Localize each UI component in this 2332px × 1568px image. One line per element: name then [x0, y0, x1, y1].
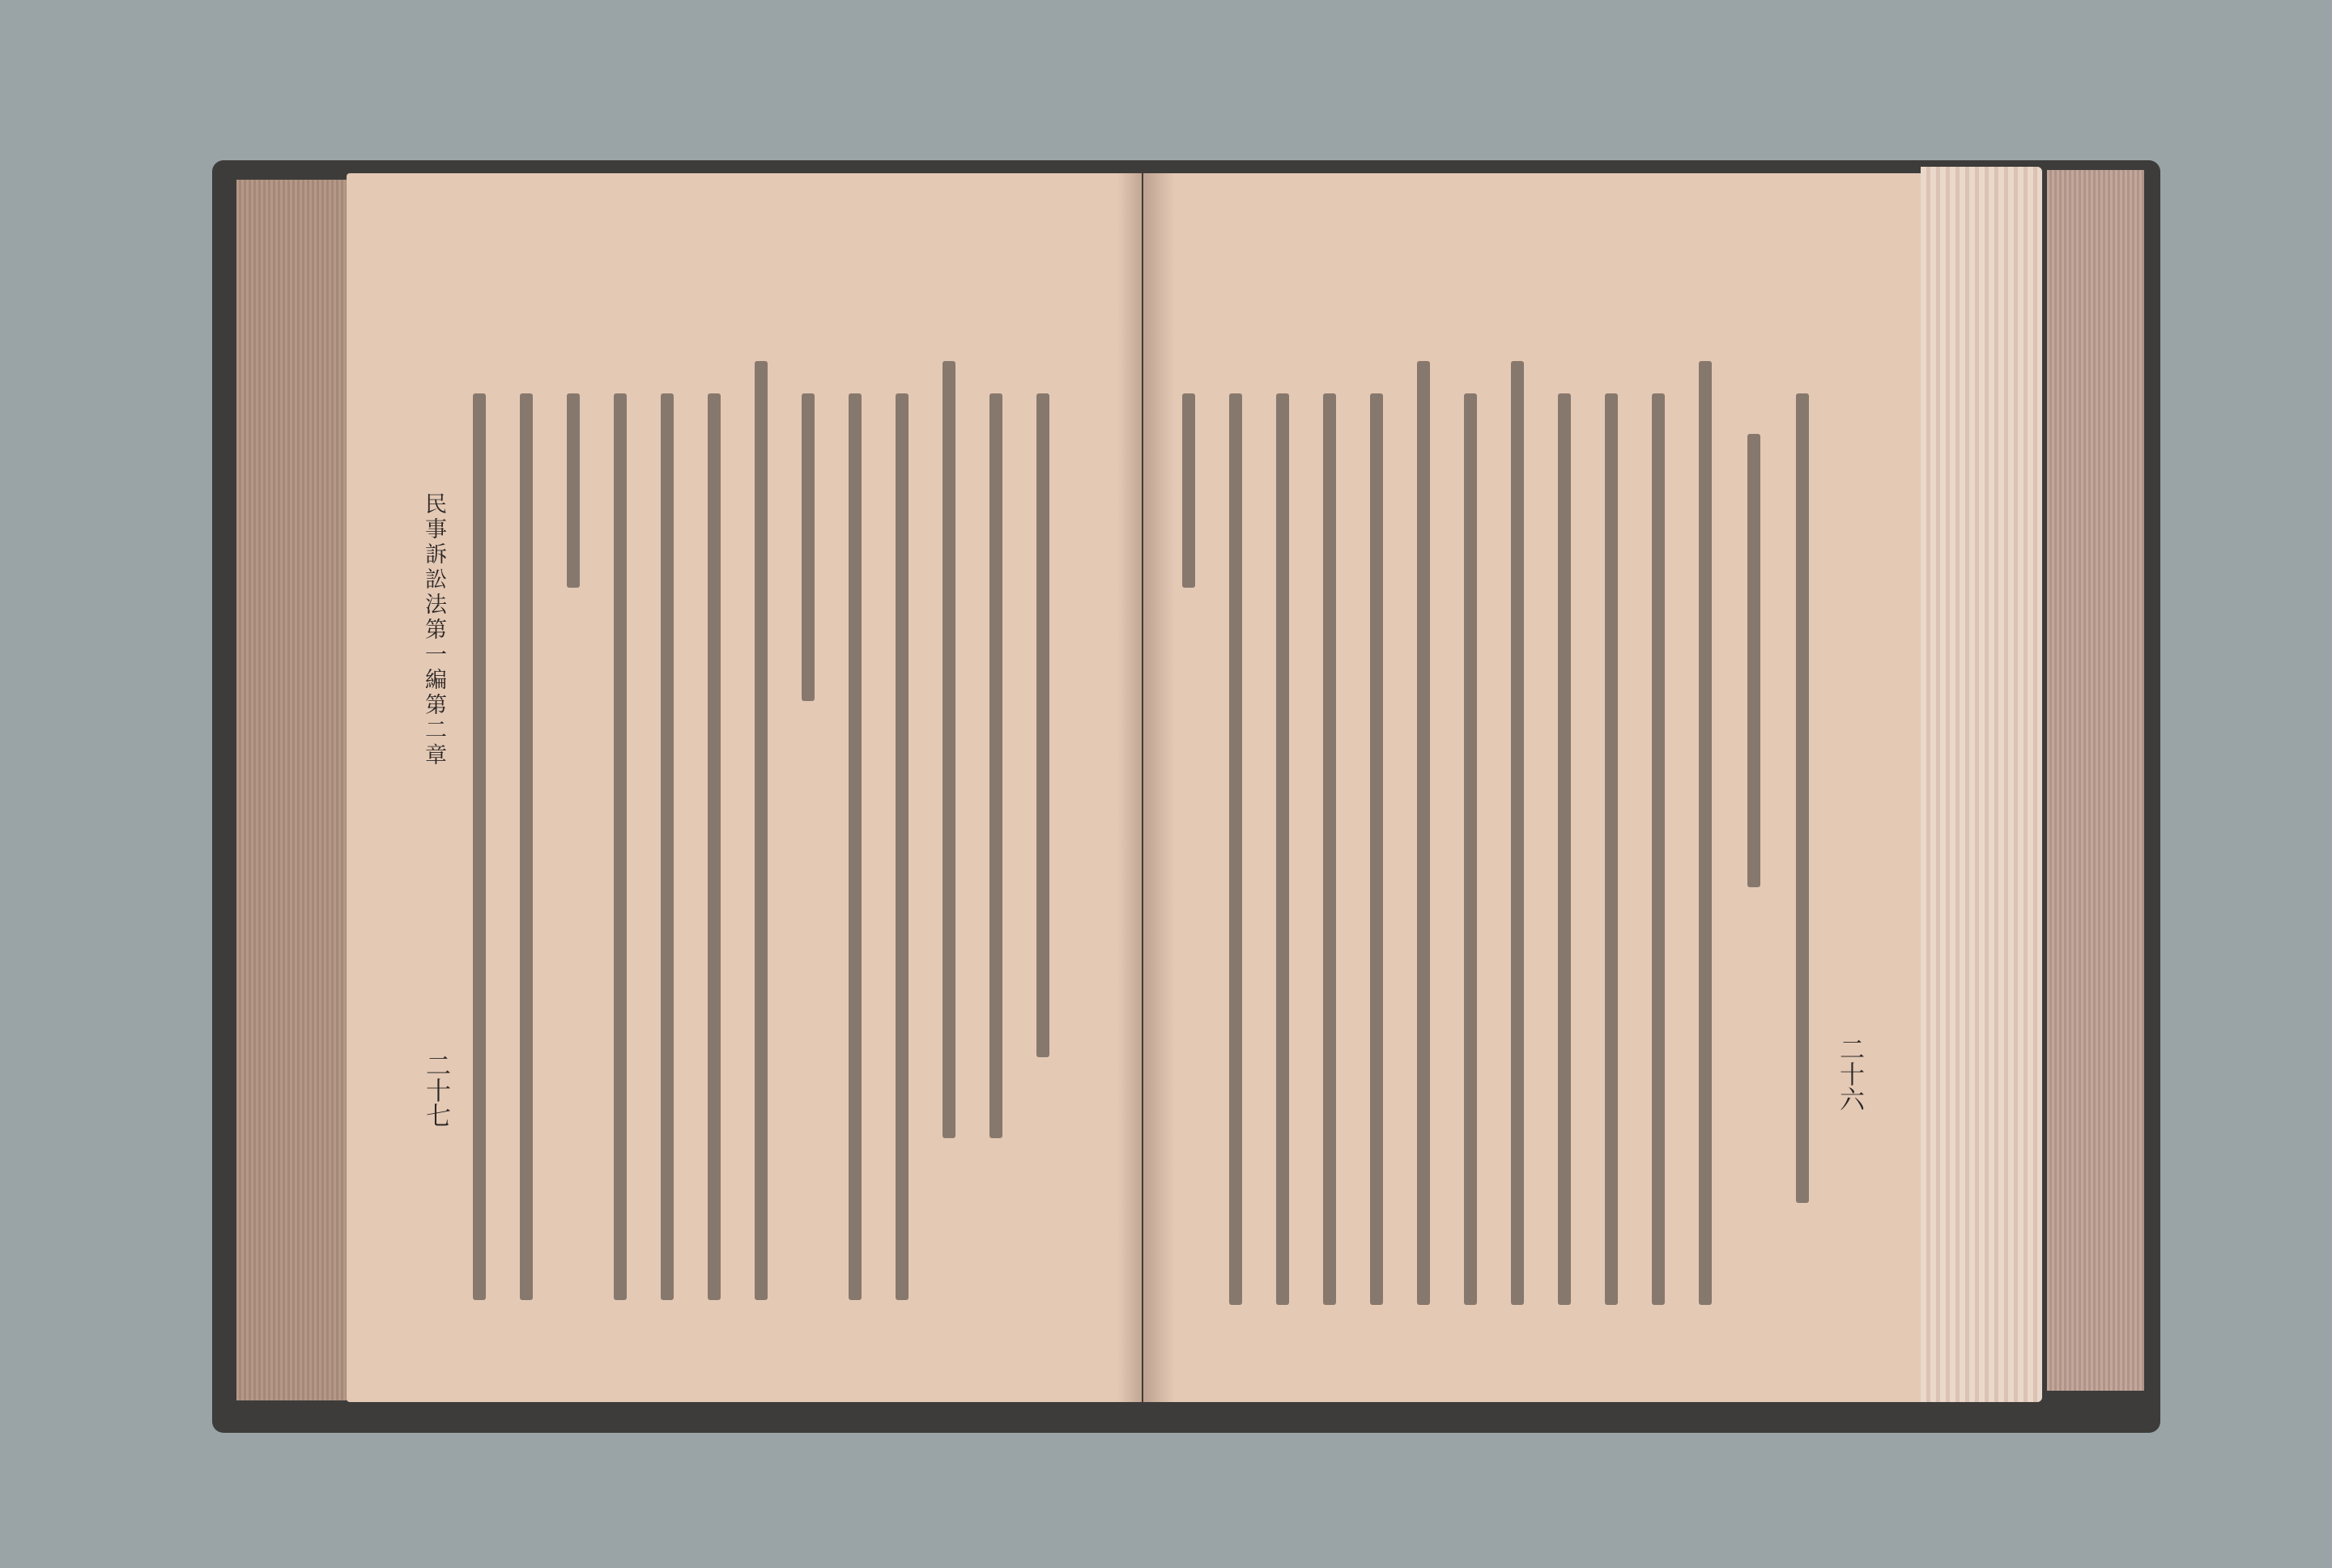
text-column — [708, 393, 721, 1300]
text-column — [1652, 393, 1665, 1305]
text-column — [1699, 361, 1712, 1305]
text-column — [1276, 393, 1289, 1305]
left-page — [347, 173, 1142, 1402]
right-fore-edge — [1921, 167, 2042, 1402]
right-page — [1143, 173, 2002, 1402]
text-column — [1036, 393, 1049, 1057]
text-column — [896, 393, 909, 1300]
text-column — [1511, 361, 1524, 1305]
text-column — [802, 393, 815, 701]
text-column — [1558, 393, 1571, 1305]
text-column — [1229, 393, 1242, 1305]
page-number: 二十六 — [1835, 1036, 1864, 1111]
text-column — [1796, 393, 1809, 1203]
text-column — [849, 393, 862, 1300]
text-column — [1417, 361, 1430, 1305]
text-column — [520, 393, 533, 1300]
text-column — [1464, 393, 1477, 1305]
text-column — [614, 393, 627, 1300]
gutter — [1117, 173, 1174, 1402]
text-column — [1323, 393, 1336, 1305]
text-column — [1605, 393, 1618, 1305]
text-column — [473, 393, 486, 1300]
right-page-block — [2047, 170, 2144, 1391]
page-number: 二十七 — [421, 1052, 450, 1128]
text-column — [1370, 393, 1383, 1305]
text-column — [755, 361, 768, 1300]
text-column — [989, 393, 1002, 1138]
text-column — [567, 393, 580, 588]
text-column — [943, 361, 955, 1138]
text-column — [1182, 393, 1195, 588]
text-column — [1747, 434, 1760, 887]
text-column — [661, 393, 674, 1300]
running-head: 民事訴訟法第一編第二章 — [421, 492, 446, 768]
left-page-block — [236, 180, 358, 1400]
